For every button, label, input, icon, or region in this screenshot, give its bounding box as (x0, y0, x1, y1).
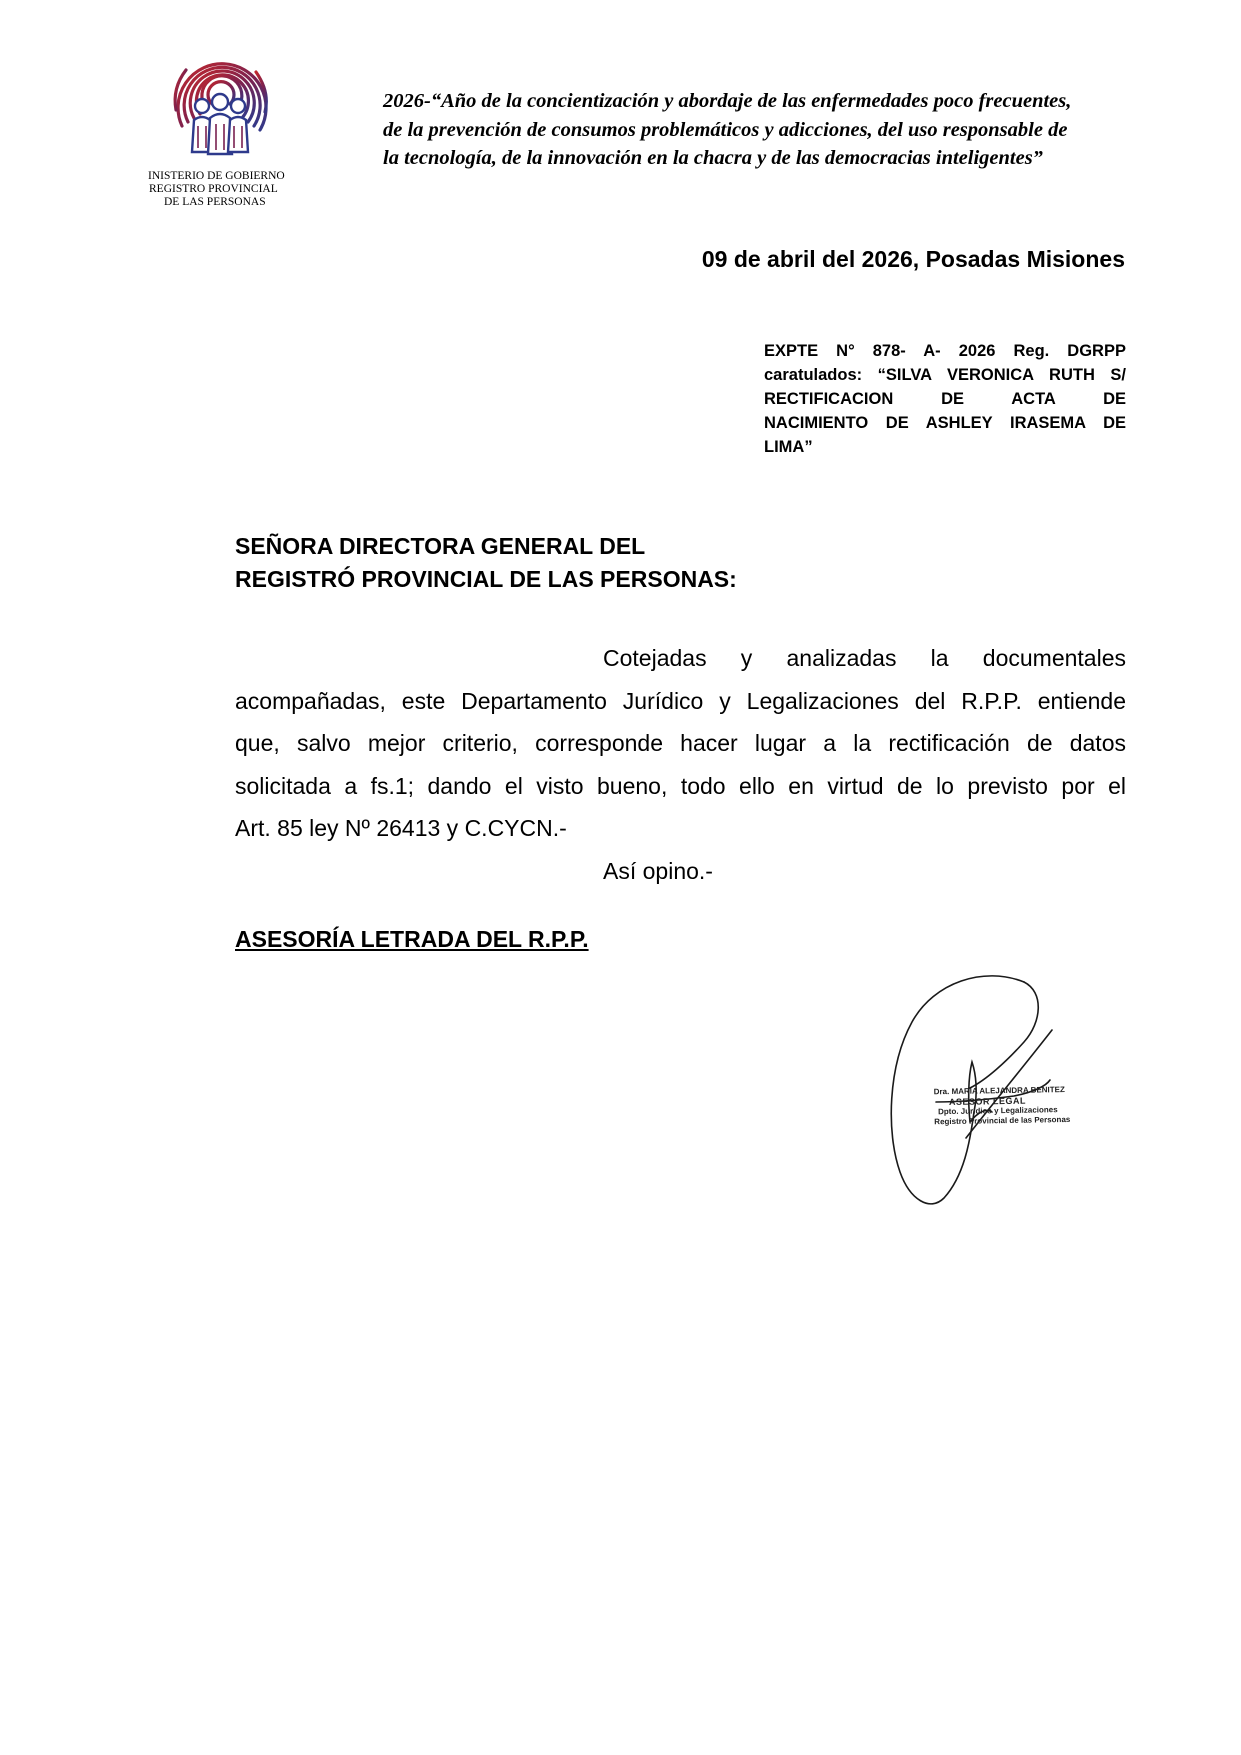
case-reference-line: caratulados: “SILVA VERONICA RUTH S/ (764, 366, 1126, 384)
institution-logo (148, 48, 288, 213)
stamp-line: ASESOR LEGAL (948, 1095, 1027, 1108)
signature-title: ASESORÍA LETRADA DEL R.P.P. (235, 926, 589, 952)
case-reference-line: LIMA” (764, 438, 813, 456)
document-date: 09 de abril del 2026, Posadas Misiones (701, 246, 1125, 272)
body-line: acompañadas, este Departamento Jurídico y Legalizaciones del R.P.P. entiende (235, 687, 1126, 714)
official-stamp (934, 1085, 1085, 1128)
body-line: que, salvo mejor criterio, corresponde hacer lugar a la rectificación de datos (235, 730, 1126, 757)
motto-line: 2026-“Año de la concientización y abordaje de las enfermedades poco frecuentes, (383, 90, 1072, 112)
fingerprint-people-emblem-icon (168, 48, 272, 158)
case-reference-line: EXPTE N° 878- A- 2026 Reg. DGRPP (764, 342, 1126, 360)
motto-line: la tecnología, de la innovación en la chacra y de las democracias inteligentes” (383, 147, 1043, 169)
stamp-line: Dra. MARIA ALEJANDRA BENITEZ (933, 1085, 1065, 1097)
stamp-line: Registro Provincial de las Personas (934, 1114, 1071, 1127)
opinion-body (235, 637, 1126, 893)
body-line: solicitada a fs.1; dando el visto bueno, todo ello en virtud de lo previsto por el (235, 772, 1126, 799)
case-reference-line: NACIMIENTO DE ASHLEY IRASEMA DE (764, 414, 1126, 432)
case-reference-line: RECTIFICACION DE ACTA DE (764, 390, 1126, 408)
logo-persons-line: DE LAS PERSONAS (164, 196, 266, 208)
case-reference (764, 339, 1126, 459)
body-line: Cotejadas y analizadas la documentales (603, 645, 1126, 671)
handwritten-signature (874, 962, 1074, 1224)
closing-remark: Así opino.- (603, 857, 713, 884)
stamp-line: Dpto. Jurídico y Legalizaciones (938, 1105, 1058, 1117)
addressee-line: SEÑORA DIRECTORA GENERAL DEL (235, 533, 646, 559)
motto-line: de la prevención de consumos problemáticos y adicciones, del uso responsable de (383, 118, 1068, 141)
year-motto (383, 87, 1163, 173)
body-line: Art. 85 ley Nº 26413 y C.CYCN.- (235, 815, 567, 842)
logo-ministry-line: INISTERIO DE GOBIERNO (148, 170, 285, 182)
addressee (235, 530, 737, 596)
addressee-line: REGISTRÓ PROVINCIAL DE LAS PERSONAS: (235, 566, 737, 592)
logo-registry-line: REGISTRO PROVINCIAL (149, 183, 278, 195)
